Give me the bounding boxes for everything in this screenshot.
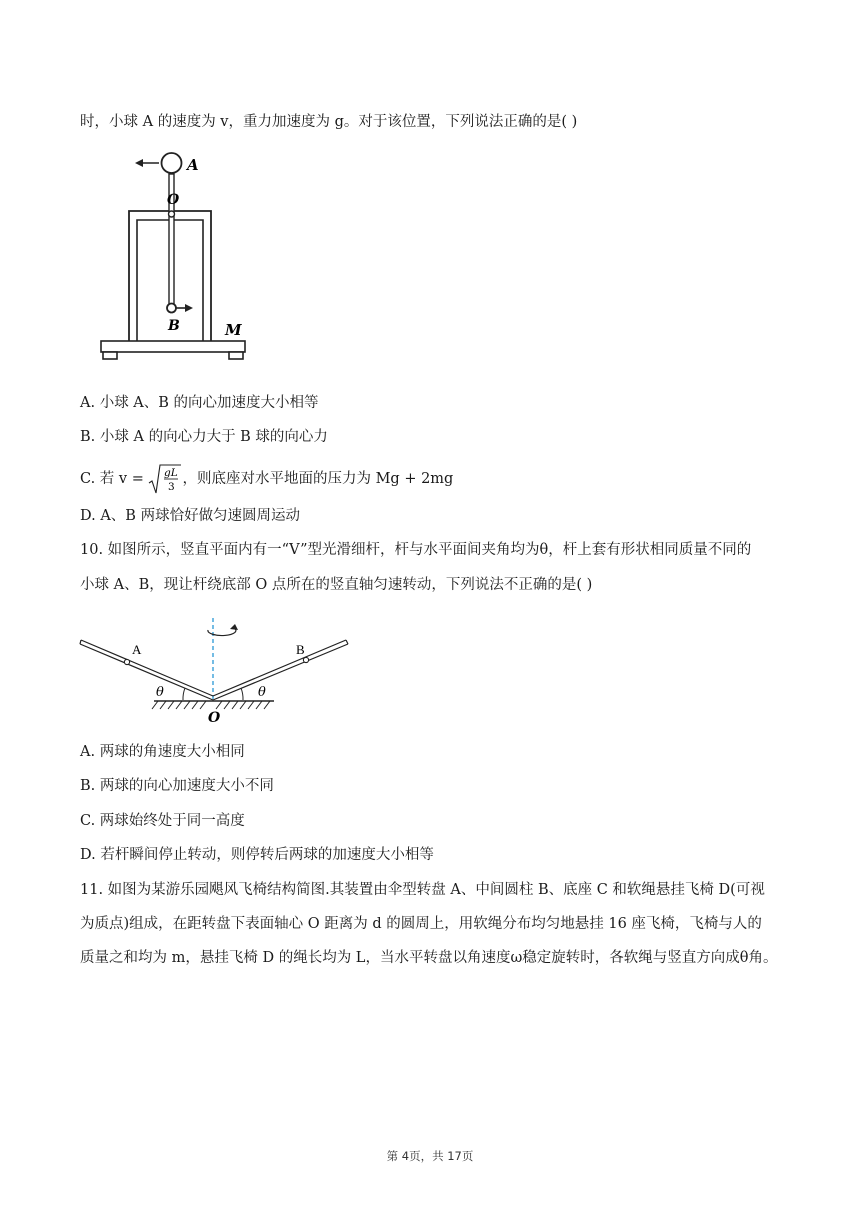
- label-b: B: [168, 318, 180, 334]
- fraction-numerator: gL: [164, 467, 179, 479]
- label-ball-a: A: [132, 642, 142, 657]
- q9-figure: [95, 148, 255, 366]
- label-origin-o: O: [208, 710, 221, 726]
- q9-option-c-suffix: ，则底座对水平地面的压力为 Mg + 2mg: [182, 471, 454, 487]
- page-footer: 第 4页，共 17页: [386, 1149, 474, 1163]
- q10-option-b: B. 两球的向心加速度大小不同: [80, 778, 274, 794]
- q10-figure: [78, 618, 358, 726]
- q10-stem-line1: 10. 如图所示，竖直平面内有一“V”型光滑细杆，杆与水平面间夹角均为θ，杆上套有形状相同质量不同的: [80, 542, 752, 558]
- label-theta-left: θ: [156, 685, 164, 700]
- q9-option-a: A. 小球 A、B 的向心加速度大小相等: [80, 395, 319, 411]
- q9-option-c-prefix: C. 若 v =: [80, 471, 149, 487]
- label-theta-right: θ: [258, 685, 266, 700]
- label-ball-b: B: [296, 642, 305, 657]
- q9-option-b: B. 小球 A 的向心力大于 B 球的向心力: [80, 429, 328, 445]
- q9-stem-tail: 时，小球 A 的速度为 v，重力加速度为 g。对于该位置，下列说法正确的是( ): [80, 114, 578, 130]
- sqrt-expression: [148, 462, 182, 496]
- q10-option-a: A. 两球的角速度大小相同: [80, 744, 245, 760]
- fraction-denominator: 3: [168, 481, 176, 493]
- label-a: A: [187, 156, 199, 174]
- q11-line2: 为质点)组成，在距转盘下表面轴心 O 距离为 d 的圆周上，用软绳分布均匀地悬挂 16 座飞椅，飞椅与人的: [80, 916, 762, 932]
- q9-option-c: [80, 462, 453, 496]
- q11-line1: 11. 如图为某游乐园飓风飞椅结构简图.其装置由伞型转盘 A、中间圆柱 B、底座 C 和软绳悬挂飞椅 D(可视: [80, 882, 765, 898]
- q10-stem-line2: 小球 A、B，现让杆绕底部 O 点所在的竖直轴匀速转动，下列说法不正确的是( ): [80, 577, 593, 593]
- q11-line3: 质量之和均为 m，悬挂飞椅 D 的绳长均为 L，当水平转盘以角速度ω稳定旋转时，各软绳与竖直方向成θ角。: [80, 950, 778, 966]
- q10-option-d: D. 若杆瞬间停止转动，则停转后两球的加速度大小相等: [80, 847, 434, 863]
- q10-option-c: C. 两球始终处于同一高度: [80, 813, 245, 829]
- label-o: O: [167, 192, 180, 208]
- q9-option-d: D. A、B 两球恰好做匀速圆周运动: [80, 508, 301, 524]
- label-m: M: [225, 321, 242, 339]
